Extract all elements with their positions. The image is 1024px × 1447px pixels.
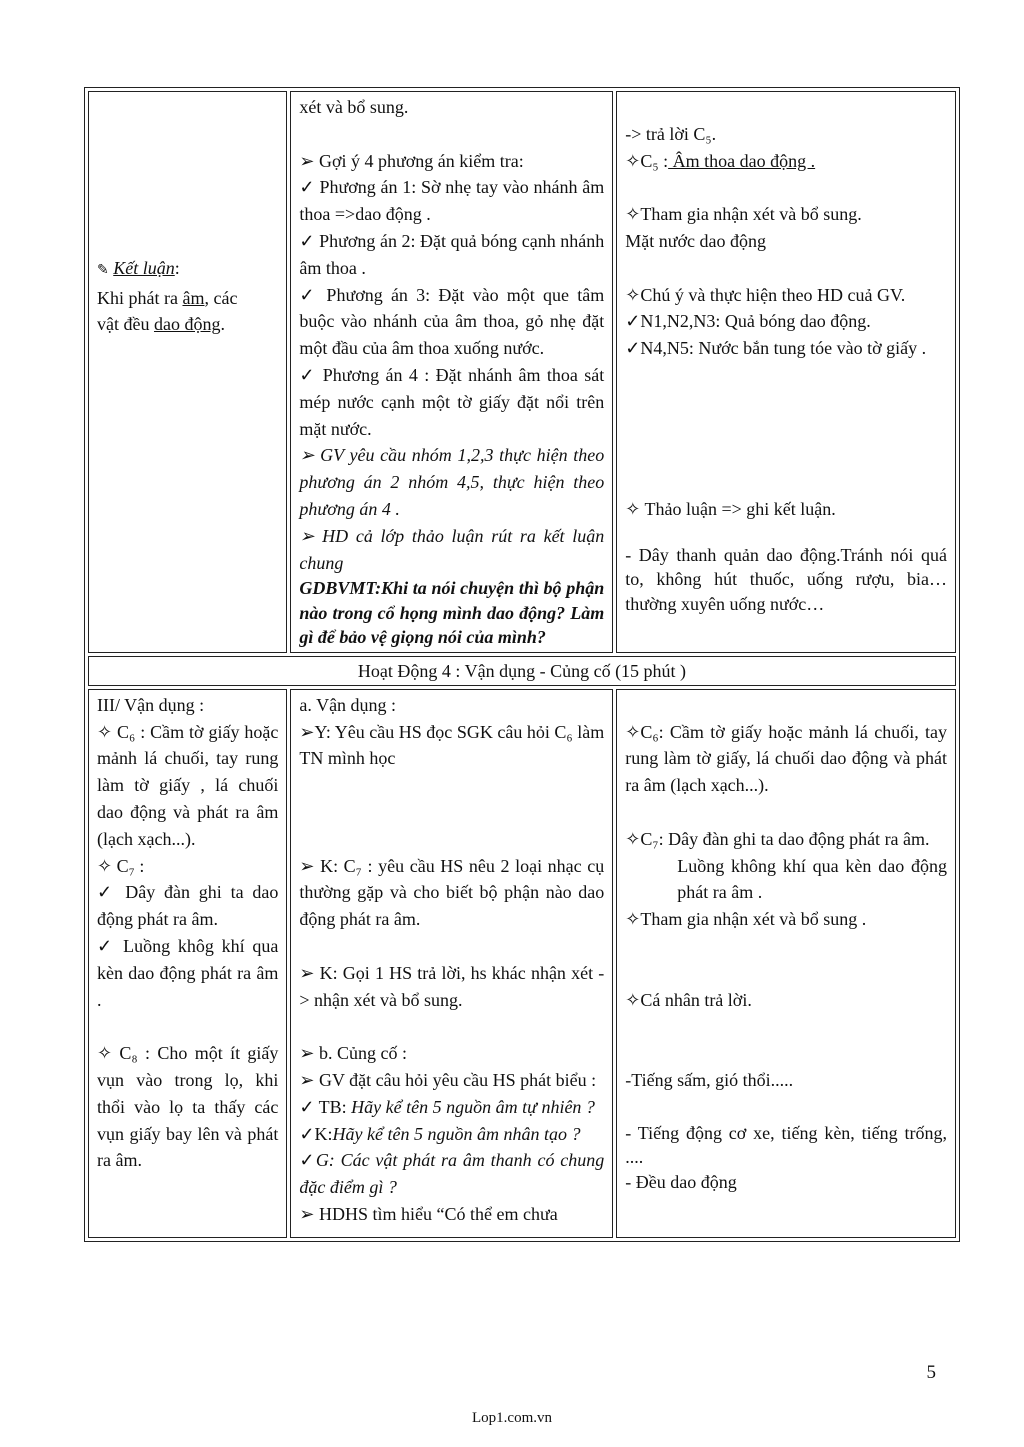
teacher-k-goi: ➢ K: Gọi 1 HS trả lời, hs khác nhận xét -> nhận xét và bổ sung. [299, 962, 605, 1010]
sparkle-icon: ✧ [625, 150, 641, 171]
activity-heading: Hoạt Động 4 : Vận dụng - Củng cố (15 phút ) [88, 656, 956, 686]
student-day-thanh: - Dây thanh quản dao động.Tránh nói quá to, không hút thuốc, uống rượu, bia…thường xuyên uống nước… [625, 544, 947, 614]
knowledge-c8: ✧ C₈ : Cho một ít giấy vụn vào trong lọ, khi thổi vào lọ ta thấy các vụn giấy bay lên và phát ra âm. [97, 1043, 279, 1171]
student-tra-loi-c5: -> trả lời C₅. [625, 123, 717, 144]
pencil-icon: ✎ [97, 262, 109, 278]
column-teacher [290, 91, 613, 653]
student-tham-gia: ✧Tham gia nhận xét và bổ sung. [625, 204, 862, 225]
teacher-y-yeu-cau: ➢Y: Yêu cầu HS đọc SGK câu hỏi C₆ làm TN mình học [299, 721, 605, 769]
section-title: III/ Vận dụng : [97, 694, 205, 715]
column-student [616, 91, 956, 653]
student-c5: ✧C₅ : Âm thoa dao động . [625, 150, 816, 171]
teacher-tb: ✓ TB: Hãy kể tên 5 nguồn âm tự nhiên ? [299, 1096, 595, 1117]
student-thao-luan: ✧ Thảo luận => ghi kết luận. [625, 498, 836, 519]
knowledge-day-dan: ✓ Dây đàn ghi ta dao động phát ra âm. [97, 882, 279, 930]
conclusion-text: Khi phát ra âm, các vật đều dao động. [97, 287, 238, 335]
student-n45: ✓N4,N5: Nước bắn tung tóe vào tờ giấy . [625, 338, 927, 359]
student-tham-gia-2: ✧Tham gia nhận xét và bổ sung . [625, 909, 867, 930]
student-luong-answer: Luồng không khí qua kèn dao động phát ra âm . [677, 855, 947, 903]
student-tieng-dong-co: - Tiếng động cơ xe, tiếng kèn, tiếng trống, .... [625, 1122, 947, 1167]
teacher-goi-y: ➢ Gợi ý 4 phương án kiểm tra: [299, 150, 524, 171]
student-deu-dao-dong: - Đều dao động [625, 1171, 737, 1192]
teacher-pa3: ✓ Phương án 3: Đặt vào một que tâm buộc vào nhánh của âm thoa, gỏ nhẹ đặt một đầu của âm thoa xuống nước. [299, 284, 605, 359]
column-student-2 [616, 689, 956, 1239]
column-knowledge [88, 91, 287, 653]
teacher-g: ✓G: Các vật phát ra âm thanh có chung đặc điểm gì ? [299, 1150, 605, 1198]
student-ca-nhan: ✧Cá nhân trả lời. [625, 989, 752, 1010]
table-row-activity-heading [88, 656, 956, 686]
student-mat-nuoc: Mặt nước dao động [625, 230, 766, 251]
teacher-line-xet: xét và bổ sung. [299, 97, 409, 117]
teacher-hd-ca-lop: ➢ HD cả lớp thảo luận rút ra kết luận chung [299, 525, 605, 573]
table-row-application [88, 689, 956, 1239]
teacher-gv-dat: ➢ GV đặt câu hỏi yêu cầu HS phát biểu : [299, 1070, 597, 1090]
table-row-experiment [88, 91, 956, 653]
page-number: 5 [926, 1362, 936, 1383]
student-chu-y: ✧Chú ý và thực hiện theo HD cuả GV. [625, 284, 906, 305]
student-tieng-sam: -Tiếng sấm, gió thổi..... [625, 1070, 794, 1090]
teacher-gv-yeu-cau: ➢ GV yêu cầu nhóm 1,2,3 thực hiện theo phương án 2 nhóm 4,5, thực hiện theo phương án 4 . [299, 445, 605, 519]
teacher-pa1: ✓ Phương án 1: Sờ nhẹ tay vào nhánh âm thoa =>dao động . [299, 177, 605, 225]
student-n123: ✓N1,N2,N3: Quả bóng dao động. [625, 311, 871, 332]
teacher-gdbvmt: GDBVMT:Khi ta nói chuyện thì bộ phận nào trong cổ họng mình dao động? Làm gì để bảo vệ giọng nói của mình? [299, 578, 605, 648]
conclusion-heading: ✎ Kết luận: [97, 257, 180, 278]
column-teacher-2 [290, 689, 613, 1239]
teacher-a-van-dung: a. Vận dụng : [299, 694, 397, 715]
student-c7-answer: ✧C₇: Dây đàn ghi ta dao động phát ra âm. [625, 828, 930, 849]
teacher-pa4: ✓ Phương án 4 : Đặt nhánh âm thoa sát mép nước cạnh một tờ giấy đặt nổi trên mặt nước. [299, 364, 605, 439]
knowledge-c6: ✧ C₆ : Cầm tờ giấy hoặc mảnh lá chuối, tay rung làm tờ giấy , lá chuối dao động và phát ra âm (lạch xạch...). [97, 721, 279, 849]
teacher-hdhs: ➢ HDHS tìm hiểu “Có thể em chưa [299, 1203, 558, 1224]
lesson-table [84, 87, 960, 1242]
teacher-b-cung-co: ➢ b. Củng cố : [299, 1043, 407, 1064]
teacher-k: ✓K:Hãy kể tên 5 nguồn âm nhân tạo ? [299, 1123, 581, 1144]
column-knowledge-2 [88, 689, 287, 1239]
teacher-pa2: ✓ Phương án 2: Đặt quả bóng cạnh nhánh âm thoa . [299, 230, 605, 278]
teacher-k-c7: ➢ K: C₇ : yêu cầu HS nêu 2 loại nhạc cụ thường gặp và cho biết bộ phận nào dao động phát ra âm. [299, 855, 605, 930]
knowledge-luong-khong-khi: ✓ Luồng khôg khí qua kèn dao động phát ra âm . [97, 936, 279, 1010]
knowledge-c7: ✧ C₇ : [97, 855, 145, 876]
footer-site: Lop1.com.vn [472, 1410, 552, 1426]
student-c6-answer: ✧C₆: Cầm tờ giấy hoặc mảnh lá chuối, tay rung làm tờ giấy, lá chuối dao động và phát ra âm (lạch xạch...). [625, 721, 947, 796]
